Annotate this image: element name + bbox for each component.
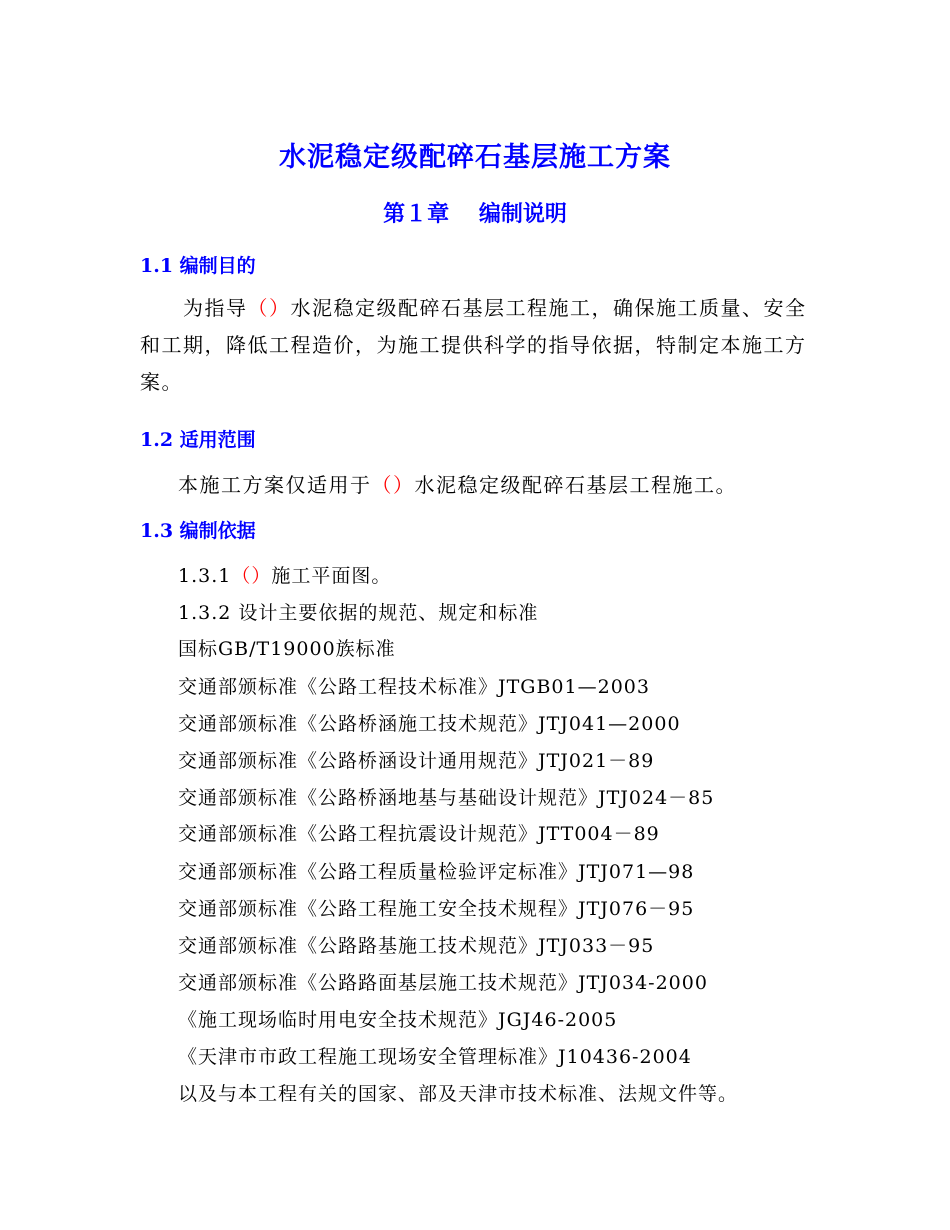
standard-item: 交通部颁标准《公路工程质量检验评定标准》JTJ071—98 [178,861,695,883]
standard-item: 交通部颁标准《公路桥涵地基与基础设计规范》JTJ024－85 [178,787,715,809]
clause-number: 1.3.1 [178,565,232,587]
standard-item: 《天津市市政工程施工现场安全管理标准》J10436-2004 [178,1046,692,1068]
section-heading-1-1: 1.1 编制目的 [140,255,256,277]
standard-item: 《施工现场临时用电安全技术规范》JGJ46-2005 [178,1009,618,1031]
paragraph-text: 水泥稳定级配碎石基层工程施工，确保施工质量、安全和工期，降低工程造价，为施工提供科学的指导依据，特制定本施工方案。 [140,296,807,394]
blank-placeholder: （） [247,296,291,320]
standard-item: 交通部颁标准《公路工程技术标准》JTGB01—2003 [178,676,650,698]
standard-item: 交通部颁标准《公路路基施工技术规范》JTJ033－95 [178,935,655,957]
section-heading-1-3: 1.3 编制依据 [140,520,256,542]
clause-text: 施工平面图。 [271,565,392,587]
standard-item: 交通部颁标准《公路路面基层施工技术规范》JTJ034-2000 [178,972,708,994]
blank-placeholder: （） [371,473,415,497]
chapter-heading: 第１章 编制说明 [383,201,567,227]
paragraph-text: 水泥稳定级配碎石基层工程施工。 [414,473,737,497]
paragraph-text: 本施工方案仅适用于 [178,473,372,497]
standard-item: 交通部颁标准《公路工程抗震设计规范》JTT004－89 [178,823,660,845]
clause-1-3-1 [178,561,391,591]
standard-item: 交通部颁标准《公路桥涵设计通用规范》JTJ021－89 [178,750,655,772]
section-1-1-paragraph [140,290,820,401]
closing-statement: 以及与本工程有关的国家、部及天津市技术标准、法规文件等。 [178,1083,739,1105]
document-title: 水泥稳定级配碎石基层施工方案 [279,142,671,173]
standard-item: 交通部颁标准《公路工程施工安全技术规程》JTJ076－95 [178,898,695,920]
paragraph-text: 为指导 [140,296,248,320]
blank-placeholder: （） [231,565,272,587]
clause-1-3-2: 1.3.2 设计主要依据的规范、规定和标准 [178,602,539,624]
standard-item: 交通部颁标准《公路桥涵施工技术规范》JTJ041—2000 [178,713,681,735]
section-heading-1-2: 1.2 适用范围 [140,429,256,451]
standard-item: 国标GB/T19000族标准 [178,638,396,660]
section-1-2-paragraph [178,470,737,500]
